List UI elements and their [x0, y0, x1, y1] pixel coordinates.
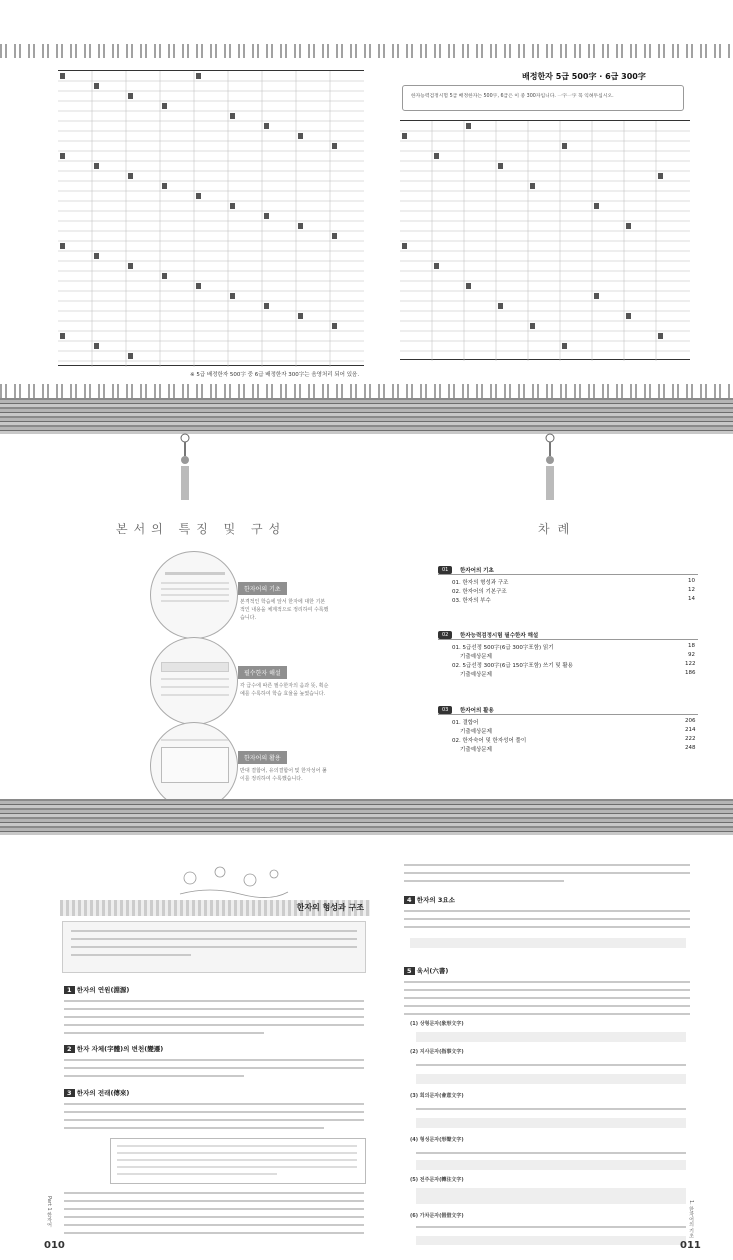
chapter-intro-box	[62, 921, 366, 973]
section-num-4: 4	[404, 896, 415, 904]
section-num-2: 2	[64, 1045, 75, 1053]
toc-item[interactable]: 기출예상문제	[460, 747, 492, 753]
toc-section-title-3: 한자어의 활용	[460, 708, 494, 714]
intro-box-text: 한자능력검정시험 5급 배정한자는 500字, 6급은 이 중 300자입니다. 一字一字 꼭 익혀두십시오.	[411, 94, 614, 99]
section-num-5: 5	[404, 967, 415, 975]
liushu-item-4: (4) 형성문자(形聲文字)	[410, 1137, 464, 1143]
example-box	[416, 1188, 686, 1204]
right-page-title: 배정한자 5급 500字 · 6급 300字	[522, 72, 646, 81]
section-title-1: 한자의 연원(淵源)	[76, 986, 130, 994]
left-page-number: 010	[44, 1240, 65, 1251]
toc-page: 92	[688, 652, 695, 658]
toc-page: 14	[688, 596, 695, 602]
toc-section-title-1: 한자어의 기초	[460, 568, 494, 574]
toc-page: 206	[685, 718, 696, 724]
feature-circle-1	[150, 551, 238, 639]
tassel-ornament-right	[541, 432, 559, 502]
right-page-number: 011	[680, 1240, 701, 1251]
toc-rule-2	[438, 639, 698, 640]
example-box	[410, 938, 686, 948]
feature-circle-3	[150, 722, 238, 810]
section-num-1: 1	[64, 986, 75, 994]
liushu-item-3: (3) 회의문자(會意文字)	[410, 1093, 464, 1099]
section-title-3: 한자의 전래(傳來)	[76, 1089, 130, 1097]
feature-text-1: 본격적인 학습에 앞서 한자에 대한 기본적인 내용을 체계적으로 정리하여 수록했습니다.	[240, 599, 329, 621]
toc-rule-3	[438, 714, 698, 715]
intro-box	[402, 85, 684, 111]
liushu-item-2: (2) 지사문자(指事文字)	[410, 1049, 464, 1055]
section-heading-3	[64, 1088, 129, 1097]
toc-item[interactable]: 02. 한자어의 기본구조	[452, 589, 507, 595]
wood-banner-top	[0, 398, 733, 434]
feature-label-1: 한자어의 기초	[238, 582, 287, 595]
liushu-item-1: (1) 상형문자(象形文字)	[410, 1021, 464, 1027]
toc-badge-2: 02	[438, 631, 452, 639]
features-title: 본서의 특징 및 구성	[116, 522, 287, 536]
toc-item[interactable]: 02. 한자숙어 및 한자성어 풀이	[452, 738, 527, 744]
toc-page: 18	[688, 643, 695, 649]
feature-circle-2	[150, 637, 238, 725]
tassel-ornament-left	[176, 432, 194, 502]
grid-footnote: ※ 5급 배정한자 500字 중 6급 배정한자 300字는 음영처리 되어 있음.	[190, 372, 360, 378]
section-heading-1	[64, 985, 129, 994]
section-title-2: 한자 자체(字體)의 변천(變遷)	[76, 1045, 164, 1053]
toc-badge-1: 01	[438, 566, 452, 574]
toc-item[interactable]: 기출예상문제	[460, 729, 492, 735]
hanja-grid-right	[400, 120, 690, 360]
greek-key-border-top	[0, 44, 733, 58]
toc-item[interactable]: 기출예상문제	[460, 672, 492, 678]
feature-text-2: 각 급수에 따른 필수한자의 음과 뜻, 획순 예를 수록하여 학습 효율을 높였습니다.	[240, 683, 329, 697]
toc-item[interactable]: 02. 5급선정 300字(6급 150字포함) 쓰기 및 활용	[452, 663, 573, 669]
toc-page: 10	[688, 578, 695, 584]
toc-page: 122	[685, 661, 696, 667]
toc-item[interactable]: 03. 한자의 부수	[452, 598, 491, 604]
example-box	[416, 1074, 686, 1084]
toc-badge-3: 03	[438, 706, 452, 714]
note-box-left	[110, 1138, 366, 1184]
toc-item[interactable]: 기출예상문제	[460, 654, 492, 660]
feature-label-2: 필수한자 해설	[238, 666, 287, 679]
toc-item[interactable]: 01. 5급선정 500字(6급 300字포함) 읽기	[452, 645, 554, 651]
toc-page: 248	[685, 745, 696, 751]
example-box	[416, 1236, 686, 1245]
section-title-5: 육서(六書)	[416, 967, 449, 975]
section-heading-5	[404, 966, 448, 975]
example-box	[416, 1160, 686, 1170]
section-heading-2	[64, 1044, 163, 1053]
example-box	[416, 1118, 686, 1128]
liushu-item-6: (6) 가차문자(假借文字)	[410, 1213, 464, 1219]
chapter-heading-banner	[60, 900, 370, 916]
flower-decoration	[170, 858, 290, 898]
chapter-heading: 한자의 형성과 구조	[296, 903, 364, 912]
left-side-label: Part 1 한자어	[46, 1196, 52, 1228]
hanja-grid-left	[58, 70, 364, 366]
feature-text-3: 반대 결합어, 유의결합어 및 한자성어 풀이를 정리하여 수록했습니다.	[240, 768, 327, 782]
toc-item[interactable]: 01. 결합어	[452, 720, 479, 726]
section-num-3: 3	[64, 1089, 75, 1097]
section-heading-4	[404, 895, 455, 904]
section-title-4: 한자의 3요소	[416, 896, 455, 904]
hanja-grid-left-lines	[58, 71, 364, 367]
toc-section-title-2: 한자능력검정시험 필수한자 해설	[460, 633, 539, 639]
toc-rule-1	[438, 574, 698, 575]
right-side-label: 1. 한자어의 기초	[688, 1200, 694, 1238]
toc-title: 차례	[538, 522, 578, 536]
toc-page: 12	[688, 587, 695, 593]
greek-key-border-mid	[0, 384, 733, 398]
wood-banner-bottom	[0, 799, 733, 835]
liushu-item-5: (5) 전주문자(轉注文字)	[410, 1177, 464, 1183]
toc-item[interactable]: 01. 한자의 형성과 구조	[452, 580, 509, 586]
toc-page: 214	[685, 727, 696, 733]
feature-label-3: 한자어의 활용	[238, 751, 287, 764]
example-box	[416, 1032, 686, 1042]
toc-page: 222	[685, 736, 696, 742]
toc-page: 186	[685, 670, 696, 676]
hanja-grid-right-lines	[400, 121, 690, 361]
